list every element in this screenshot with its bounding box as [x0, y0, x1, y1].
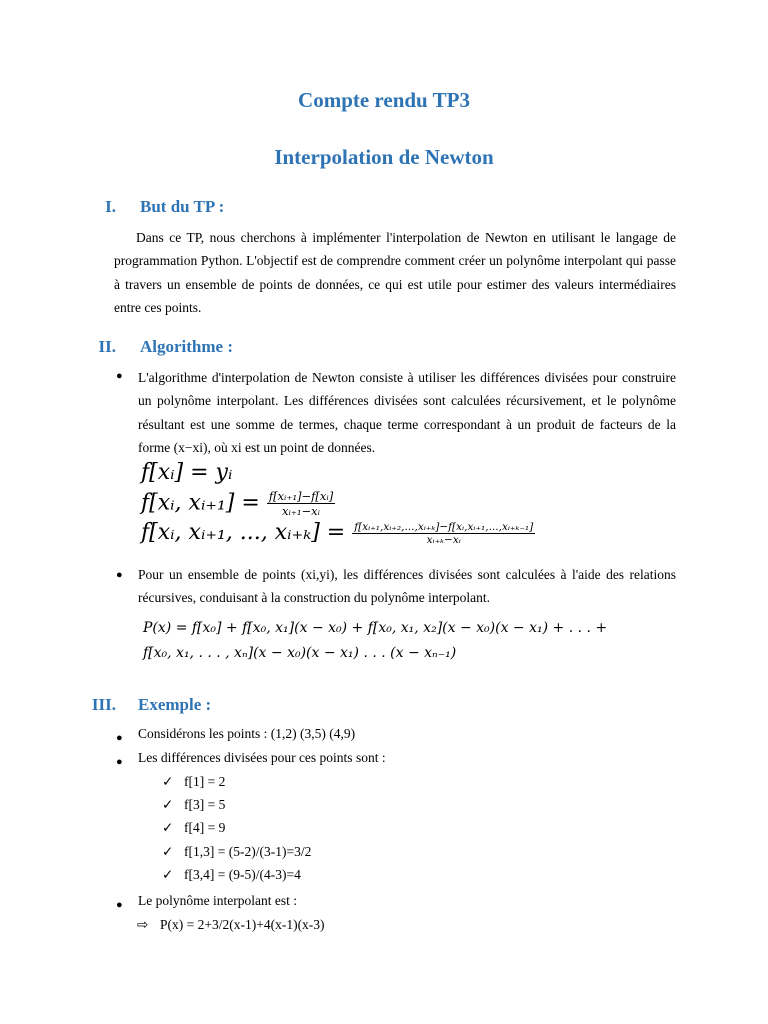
document-subtitle: Interpolation de Newton [274, 145, 494, 169]
formula-denominator: xᵢ₊₁−xᵢ [282, 504, 320, 518]
bullet-dot-icon: ● [116, 732, 123, 744]
check-item: f[1,3] = (5-2)/(3-1)=3/2 [184, 844, 312, 859]
check-icon: ✓ [162, 820, 174, 835]
bullet-dot-icon: ● [116, 899, 123, 911]
check-icon: ✓ [162, 844, 174, 859]
newton-polynomial-line-1: P(x) = f[x₀] + f[x₀, x₁](x − x₀) + f[x₀, x₁, x₂](x − x₀)(x − x₁) + . . . + [143, 620, 608, 636]
check-icon: ✓ [162, 797, 174, 812]
section-title: Exemple : [138, 695, 212, 714]
check-item: f[3] = 5 [184, 797, 226, 812]
example-polynomial-intro: Le polynôme interpolant est : [138, 893, 297, 908]
but-paragraph: Dans ce TP, nous cherchons à implémenter l'interpolation de Newton en utilisant le langage de programmation Python. L'objectif est de comprendre comment créer un polynôme interpolant qui passe à travers un ensemble de points de données, ce qui est utile pour estimer des valeurs intermédiaires entre ces points. [114, 230, 676, 316]
section-title: Algorithme : [140, 337, 234, 356]
document-title: Compte rendu TP3 [298, 88, 470, 112]
formula-general-order [141, 520, 535, 546]
bullet-dot-icon: ● [116, 370, 123, 382]
bullet-dot-icon: ● [116, 569, 123, 581]
check-icon: ✓ [162, 774, 174, 789]
section-number: II. [98, 337, 116, 356]
formula-first-order [141, 489, 335, 518]
check-item: f[4] = 9 [184, 820, 226, 835]
formula-fraction [352, 521, 535, 546]
check-icon: ✓ [162, 867, 174, 882]
example-points: Considérons les points : (1,2) (3,5) (4,9) [138, 726, 356, 741]
check-item: f[3,4] = (9-5)/(4-3)=4 [184, 867, 301, 882]
formula-denominator: xᵢ₊ₖ−xᵢ [426, 533, 461, 546]
check-item: f[1] = 2 [184, 774, 226, 789]
hollow-arrow-icon: ⇨ [137, 917, 149, 932]
section-title: But du TP : [140, 197, 225, 216]
algo-bullet-1: L'algorithme d'interpolation de Newton consiste à utiliser les différences divisées pour construire un polynôme interpolant. Les différences divisées sont calculées récursivement, et le polynôme résultant est une somme de termes, chaque terme correspondant à un produit de facteurs de la forme (x−xi), où xi est un point de données. [138, 370, 676, 456]
algo-bullet-2: Pour un ensemble de points (xi,yi), les différences divisées sont calculées à l'aide des relations récursives, conduisant à la construction du polynôme interpolant. [138, 567, 676, 606]
section-number: III. [91, 695, 116, 714]
newton-polynomial-line-2: f[x₀, x₁, . . . , xₙ](x − x₀)(x − x₁) . . . (x − xₙ₋₁) [143, 645, 457, 661]
formula-lhs: f[xᵢ, xᵢ₊₁, ..., xᵢ₊ₖ] = [141, 520, 346, 545]
example-divided-diff-intro: Les différences divisées pour ces points sont : [138, 750, 386, 765]
section-number: I. [105, 197, 116, 216]
formula-numerator: f[xᵢ₊₁]−f[xᵢ] [268, 489, 334, 503]
example-polynomial-result: P(x) = 2+3/2(x-1)+4(x-1)(x-3) [160, 917, 325, 932]
formula-fraction [267, 489, 335, 518]
bullet-dot-icon: ● [116, 756, 123, 768]
formula-base-case: f[xᵢ] = yᵢ [141, 460, 233, 485]
formula-numerator: f[xᵢ₊₁,xᵢ₊₂,...,xᵢ₊ₖ]−f[xᵢ,xᵢ₊₁,...,xᵢ₊ₖ₋₁] [354, 520, 534, 533]
formula-lhs: f[xᵢ, xᵢ₊₁] = [141, 490, 260, 516]
